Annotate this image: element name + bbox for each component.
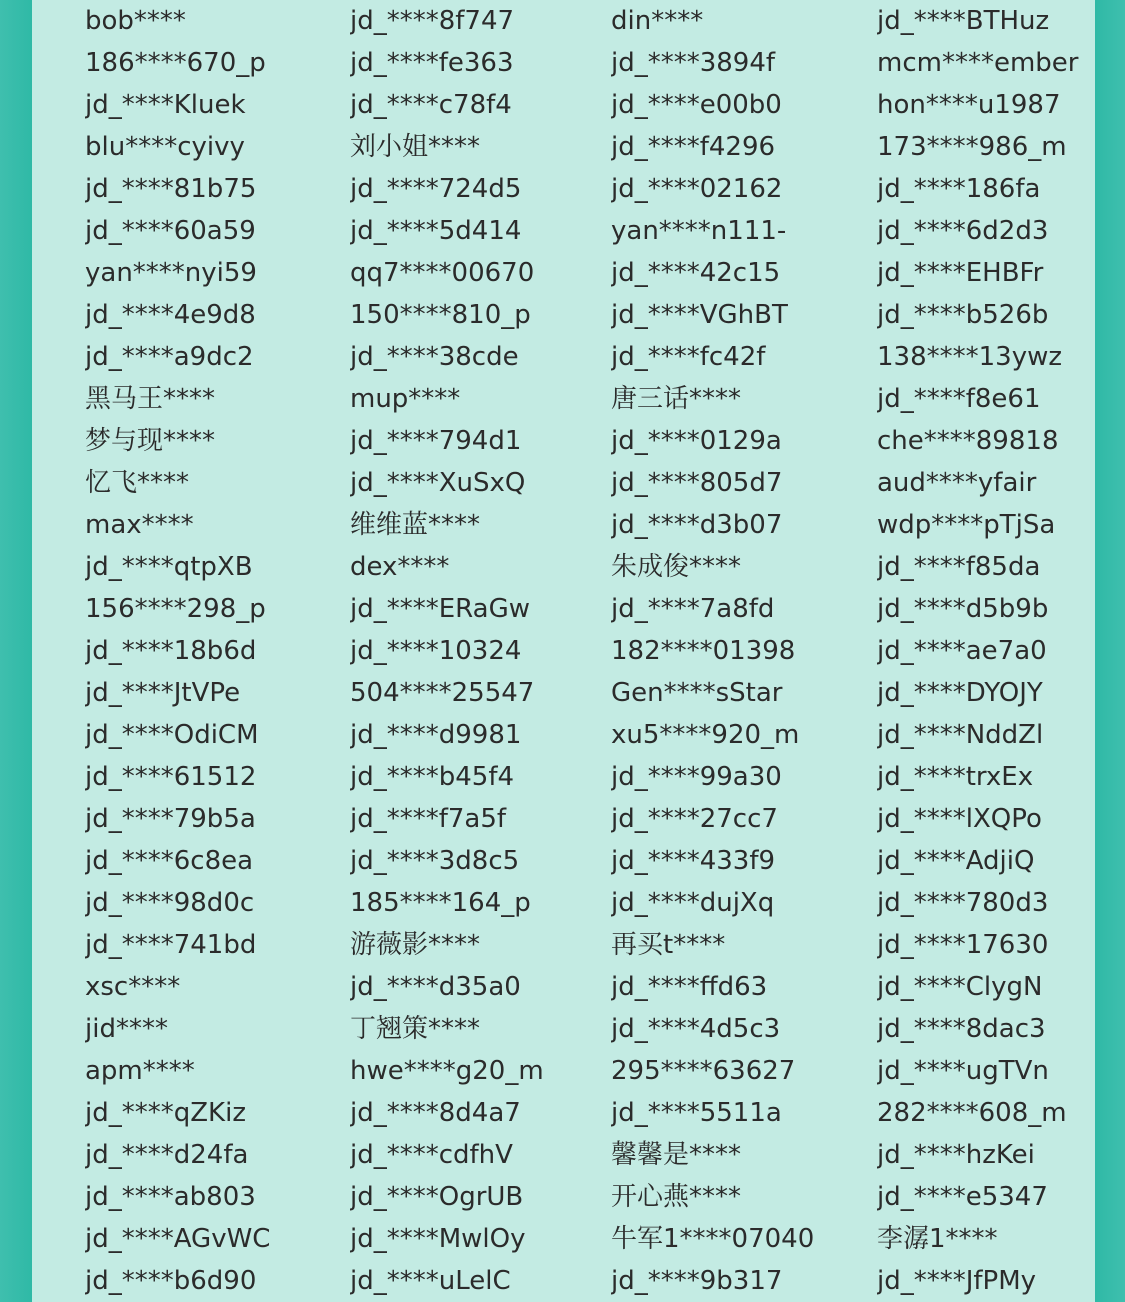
- user-name-cell: 维维蓝****: [350, 510, 481, 540]
- user-name-cell: xu5****920_m: [611, 720, 800, 750]
- user-name-cell: jd_****qZKiz: [85, 1098, 246, 1128]
- user-name-cell: jd_****38cde: [350, 342, 519, 372]
- user-name-cell: jd_****AdjiQ: [877, 846, 1035, 876]
- user-name-cell: jd_****EHBFr: [877, 258, 1044, 288]
- user-name-cell: jd_****10324: [350, 636, 522, 666]
- user-name-cell: jd_****3894f: [611, 48, 776, 78]
- user-name-cell: 185****164_p: [350, 888, 531, 918]
- user-name-cell: jd_****b6d90: [85, 1266, 257, 1296]
- user-name-cell: apm****: [85, 1056, 195, 1086]
- user-name-cell: jd_****6d2d3: [877, 216, 1049, 246]
- user-name-cell: jd_****a9dc2: [85, 342, 254, 372]
- user-name-cell: jd_****c78f4: [350, 90, 512, 120]
- user-name-cell: din****: [611, 6, 704, 36]
- user-name-cell: jd_****81b75: [85, 174, 257, 204]
- user-name-cell: jd_****780d3: [877, 888, 1049, 918]
- user-name-cell: 梦与现****: [85, 426, 216, 456]
- user-name-cell: wdp****pTjSa: [877, 510, 1056, 540]
- user-name-cell: 138****13ywz: [877, 342, 1063, 372]
- user-name-cell: jd_****f8e61: [877, 384, 1041, 414]
- user-name-cell: jd_****dujXq: [611, 888, 775, 918]
- user-name-cell: jd_****e00b0: [611, 90, 782, 120]
- user-name-cell: jd_****MwlOy: [350, 1224, 526, 1254]
- user-name-cell: jd_****79b5a: [85, 804, 256, 834]
- user-name-cell: jd_****d35a0: [350, 972, 521, 1002]
- user-name-cell: 牛军1****07040: [611, 1224, 815, 1254]
- user-name-cell: jd_****60a59: [85, 216, 256, 246]
- user-name-cell: jd_****DYOJY: [877, 678, 1043, 708]
- user-name-cell: jd_****02162: [611, 174, 783, 204]
- user-name-cell: jd_****3d8c5: [350, 846, 520, 876]
- user-name-cell: che****89818: [877, 426, 1059, 456]
- user-name-cell: jd_****JtVPe: [85, 678, 241, 708]
- user-name-cell: jd_****fe363: [350, 48, 514, 78]
- user-name-cell: jd_****XuSxQ: [350, 468, 526, 498]
- user-name-cell: blu****cyivy: [85, 132, 245, 162]
- user-name-cell: qq7****00670: [350, 258, 535, 288]
- user-name-cell: jd_****42c15: [611, 258, 781, 288]
- user-name-cell: jd_****5d414: [350, 216, 522, 246]
- user-name-cell: hwe****g20_m: [350, 1056, 544, 1086]
- user-name-cell: jd_****61512: [85, 762, 257, 792]
- user-name-cell: jd_****6c8ea: [85, 846, 254, 876]
- user-name-cell: jd_****f7a5f: [350, 804, 507, 834]
- user-name-cell: 朱成俊****: [611, 552, 742, 582]
- user-name-cell: jd_****794d1: [350, 426, 522, 456]
- user-name-cell: jd_****hzKei: [877, 1140, 1035, 1170]
- user-name-cell: jd_****OgrUB: [350, 1182, 524, 1212]
- user-name-cell: jd_****JfPMy: [877, 1266, 1037, 1296]
- user-name-cell: jd_****4d5c3: [611, 1014, 781, 1044]
- user-name-cell: dex****: [350, 552, 450, 582]
- user-name-cell: jd_****17630: [877, 930, 1049, 960]
- user-name-cell: jd_****b526b: [877, 300, 1049, 330]
- user-name-cell: jd_****741bd: [85, 930, 257, 960]
- user-name-cell: Gen****sStar: [611, 678, 783, 708]
- user-name-cell: jd_****433f9: [611, 846, 776, 876]
- user-name-cell: jd_****8f747: [350, 6, 515, 36]
- user-name-cell: jd_****0129a: [611, 426, 782, 456]
- user-name-cell: jd_****99a30: [611, 762, 782, 792]
- user-name-cell: jd_****fc42f: [611, 342, 766, 372]
- user-name-cell: jd_****186fa: [877, 174, 1041, 204]
- user-name-cell: 173****986_m: [877, 132, 1067, 162]
- user-name-cell: 再买t****: [611, 930, 726, 960]
- winner-names-grid: [85, 0, 1095, 1302]
- user-name-cell: jd_****qtpXB: [85, 552, 253, 582]
- user-name-cell: mcm****ember: [877, 48, 1079, 78]
- user-name-cell: jd_****ERaGw: [350, 594, 530, 624]
- user-name-cell: 李潺1****: [877, 1224, 998, 1254]
- user-name-cell: jd_****trxEx: [877, 762, 1034, 792]
- user-name-cell: 刘小姐****: [350, 132, 481, 162]
- user-name-cell: 504****25547: [350, 678, 535, 708]
- user-name-cell: jd_****BTHuz: [877, 6, 1050, 36]
- user-name-cell: jd_****18b6d: [85, 636, 257, 666]
- user-name-cell: jd_****8d4a7: [350, 1098, 521, 1128]
- user-name-cell: 忆飞****: [85, 468, 190, 498]
- user-name-cell: 186****670_p: [85, 48, 266, 78]
- user-name-cell: 295****63627: [611, 1056, 796, 1086]
- user-name-cell: 馨馨是****: [611, 1140, 742, 1170]
- user-name-cell: jd_****b45f4: [350, 762, 515, 792]
- user-name-cell: jd_****805d7: [611, 468, 783, 498]
- user-name-cell: mup****: [350, 384, 461, 414]
- user-name-cell: max****: [85, 510, 194, 540]
- user-name-cell: jd_****Kluek: [85, 90, 246, 120]
- user-name-cell: 丁翘策****: [350, 1014, 481, 1044]
- user-name-cell: jd_****OdiCM: [85, 720, 259, 750]
- user-name-cell: hon****u1987: [877, 90, 1061, 120]
- user-name-cell: jd_****d9981: [350, 720, 522, 750]
- user-name-cell: jd_****ugTVn: [877, 1056, 1049, 1086]
- user-name-cell: jd_****cdfhV: [350, 1140, 513, 1170]
- user-name-cell: jd_****ae7a0: [877, 636, 1047, 666]
- user-name-cell: jd_****f4296: [611, 132, 776, 162]
- user-name-cell: jd_****e5347: [877, 1182, 1048, 1212]
- user-name-cell: jd_****lXQPo: [877, 804, 1042, 834]
- user-name-cell: jd_****724d5: [350, 174, 522, 204]
- user-name-cell: jd_****d24fa: [85, 1140, 249, 1170]
- user-name-cell: aud****yfair: [877, 468, 1037, 498]
- user-name-cell: jd_****ClygN: [877, 972, 1043, 1002]
- user-name-cell: yan****n111-: [611, 216, 787, 246]
- user-name-cell: jd_****8dac3: [877, 1014, 1046, 1044]
- user-name-cell: jd_****ffd63: [611, 972, 768, 1002]
- user-name-cell: 开心燕****: [611, 1182, 742, 1212]
- user-name-cell: bob****: [85, 6, 186, 36]
- user-name-cell: 唐三话****: [611, 384, 742, 414]
- user-name-cell: jd_****NddZl: [877, 720, 1044, 750]
- user-name-cell: jd_****98d0c: [85, 888, 255, 918]
- user-name-cell: jd_****uLelC: [350, 1266, 511, 1296]
- user-name-cell: jd_****AGvWC: [85, 1224, 271, 1254]
- user-name-cell: 黑马王****: [85, 384, 216, 414]
- user-name-cell: jid****: [85, 1014, 168, 1044]
- user-name-cell: 282****608_m: [877, 1098, 1067, 1128]
- user-name-cell: jd_****VGhBT: [611, 300, 788, 330]
- user-name-cell: jd_****ab803: [85, 1182, 256, 1212]
- user-name-cell: jd_****9b317: [611, 1266, 783, 1296]
- user-name-cell: xsc****: [85, 972, 181, 1002]
- user-name-cell: 150****810_p: [350, 300, 531, 330]
- user-name-cell: 156****298_p: [85, 594, 266, 624]
- user-name-cell: jd_****d5b9b: [877, 594, 1049, 624]
- user-name-cell: 游薇影****: [350, 930, 481, 960]
- user-name-cell: 182****01398: [611, 636, 796, 666]
- user-name-cell: jd_****d3b07: [611, 510, 783, 540]
- user-name-cell: jd_****7a8fd: [611, 594, 775, 624]
- user-name-cell: yan****nyi59: [85, 258, 257, 288]
- user-name-cell: jd_****f85da: [877, 552, 1041, 582]
- user-name-cell: jd_****4e9d8: [85, 300, 256, 330]
- user-name-cell: jd_****5511a: [611, 1098, 782, 1128]
- user-name-cell: jd_****27cc7: [611, 804, 778, 834]
